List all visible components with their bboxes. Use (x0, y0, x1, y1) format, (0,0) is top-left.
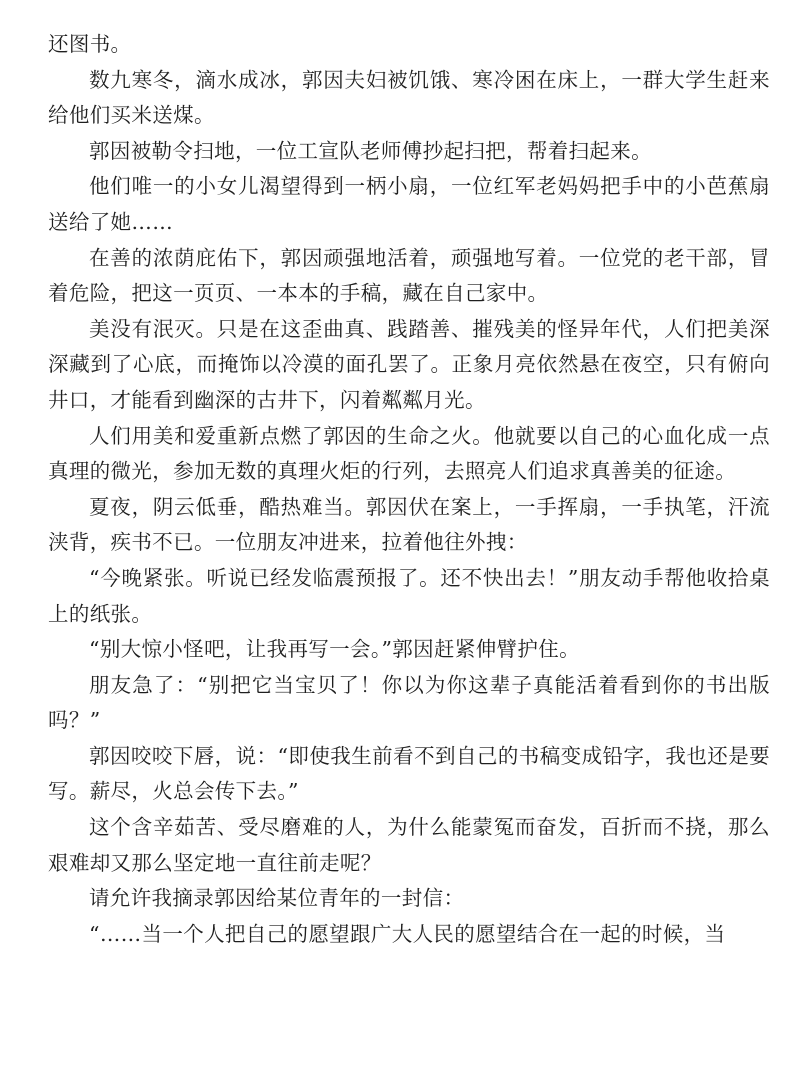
paragraph-4: 他们唯一的小女儿渴望得到一柄小扇，一位红军老妈妈把手中的小芭蕉扇送给了她…… (48, 174, 770, 234)
paragraph-15: “……当一个人把自己的愿望跟广大人民的愿望结合在一起的时候，当 (89, 921, 726, 946)
paragraph-7: 人们用美和爱重新点燃了郭因的生命之火。他就要以自己的心血化成一点真理的微光，参加无数的真理火炬的行列，去照亮人们追求真善美的征途。 (48, 423, 770, 484)
paragraph-1: 还图书。 (48, 32, 132, 56)
paragraph-6: 美没有泯灭。只是在这歪曲真、践踏善、摧残美的怪异年代，人们把美深深藏到了心底，而掩饰以冷漠的面孔罢了。正象月亮依然悬在夜空，只有俯向井口，才能看到幽深的古井下，闪着粼粼月光。 (48, 316, 770, 412)
paragraph-14: 请允许我摘录郭因给某位青年的一封信： (89, 886, 465, 911)
paragraph-3: 郭因被勒令扫地，一位工宣队老师傅抄起扫把，帮着扫起来。 (89, 138, 652, 163)
paragraph-13: 这个含辛茹苦、受尽磨难的人，为什么能蒙冤而奋发，百折而不挠，那么艰难却又那么坚定地一直往前走呢？ (48, 815, 770, 875)
body-text (48, 27, 770, 952)
paragraph-11: 朋友急了：“别把它当宝贝了！你以为你这辈子真能活着看到你的书出版吗？” (48, 672, 770, 733)
paragraph-9: “今晚紧张。听说已经发临震预报了。还不快出去！”朋友动手帮他收拾桌上的纸张。 (48, 565, 770, 626)
paragraph-5: 在善的浓荫庇佑下，郭因顽强地活着，顽强地写着。一位党的老干部，冒着危险，把这一页页、一本本的手稿，藏在自己家中。 (48, 245, 770, 306)
paragraph-10: “别大惊小怪吧，让我再写一会。”郭因赶紧伸臂护住。 (89, 637, 580, 662)
paragraph-2: 数九寒冬，滴水成冰，郭因夫妇被饥饿、寒冷困在床上，一群大学生赶来给他们买米送煤。 (48, 67, 770, 128)
paragraph-12: 郭因咬咬下唇，说：“即使我生前看不到自己的书稿变成铅字，我也还是要写。薪尽，火总会传下去。” (48, 743, 770, 804)
paragraph-8: 夏夜，阴云低垂，酷热难当。郭因伏在案上，一手挥扇，一手执笔，汗流浃背，疾书不已。一位朋友冲进来，拉着他往外拽： (48, 494, 770, 555)
